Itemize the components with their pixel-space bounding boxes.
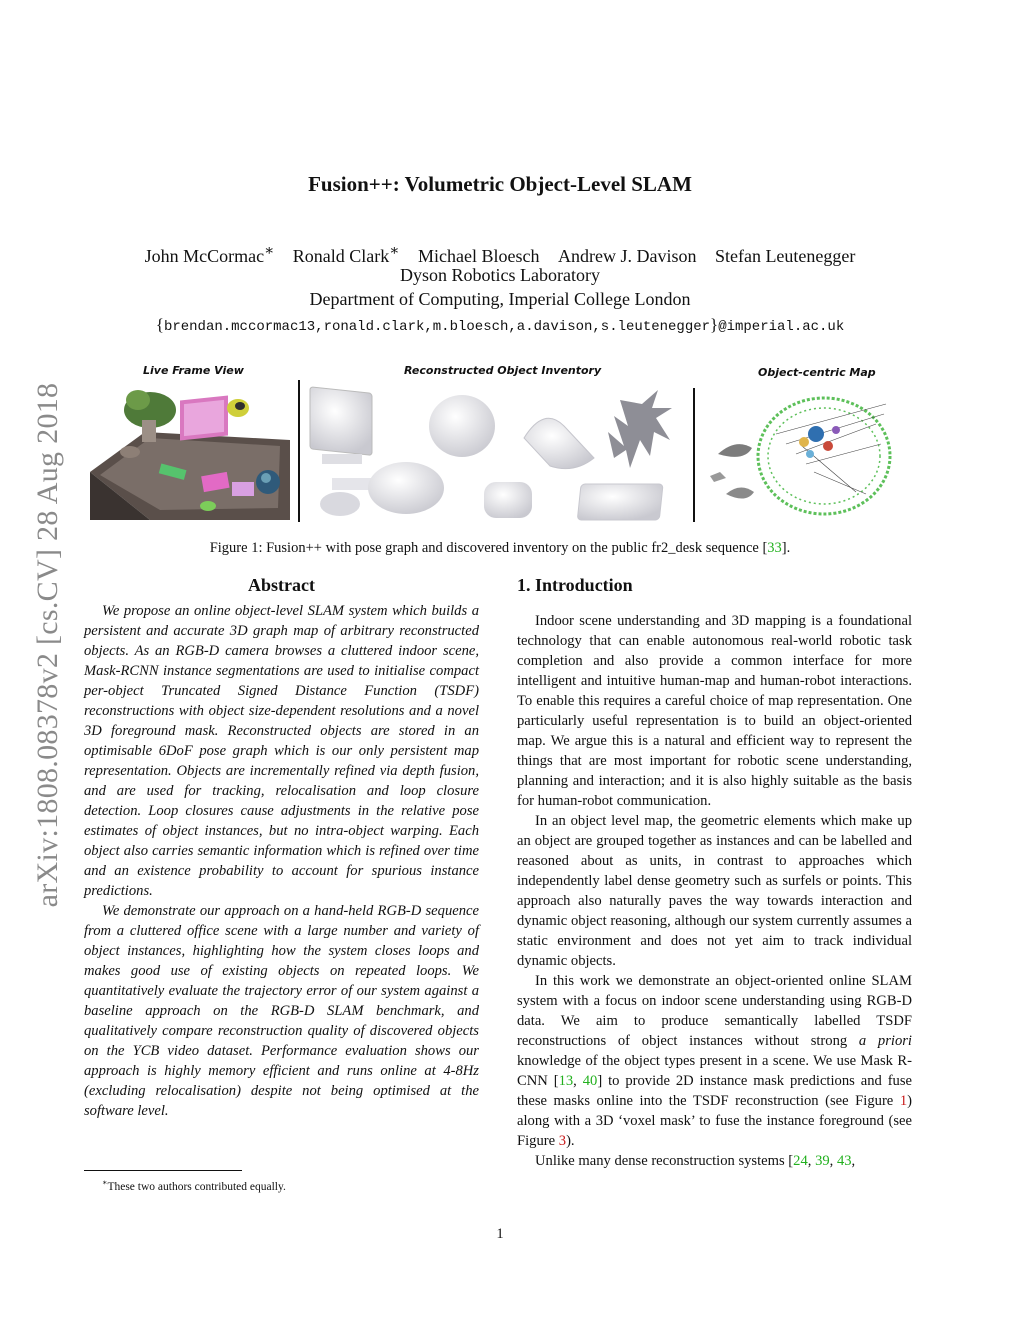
figure-label-live-frame: Live Frame View — [143, 364, 244, 377]
affiliation-lab: Dyson Robotics Laboratory — [400, 265, 600, 285]
citation-link[interactable]: 24 — [793, 1153, 808, 1169]
introduction-heading: 1. Introduction — [517, 575, 633, 595]
figure-link[interactable]: 1 — [899, 1093, 908, 1109]
author-list — [0, 241, 1000, 267]
figure-label-object-map: Object-centric Map — [758, 366, 876, 379]
paper-title: Fusion++: Volumetric Object-Level SLAM — [308, 172, 692, 196]
citation-link[interactable]: 13 — [558, 1073, 574, 1089]
citation-link[interactable]: 43 — [836, 1153, 852, 1169]
author: Ronald Clark∗ — [292, 243, 400, 266]
abstract-paragraph: We demonstrate our approach on a hand-held RGB-D sequence from a cluttered office scene with a large number and variety of object instances, highlighting how the system closes loops and makes good use of existing objects on repeated loops. We quantitatively evaluate the trajectory error of our system against a baseline approach on the RGB-D SLAM benchmark, and qualitatively compare reconstruction quality of discovered objects on the YCB video dataset. Performance evaluation shows our approach is highly memory efficient and runs online at 4-8Hz (excluding relocalisation) despite not being optimised at the software level. — [84, 903, 479, 1119]
page-number: 1 — [496, 1226, 504, 1242]
abstract-paragraph: We propose an online object-level SLAM system which builds a persistent and accurate 3D graph map of arbitrary reconstructed objects. As an RGB-D camera browses a cluttered indoor scene, Mask-RCNN instance segmentations are used to initialise compact per-object Truncated Signed Distance Function (TSDF) reconstructions with object size-dependent resolutions and a novel 3D foreground mask. Reconstructed objects are stored in an optimisable 6DoF pose graph which is our only persistent map representation. Objects are incrementally refined via depth fusion, and are used for tracking, relocalisation and loop closure detection. Loop closures cause adjustments in the relative pose estimates of object instances, but no intra-object warping. Each object also carries semantic information which is refined over time and an existence probability to account for spurious instance predictions. — [84, 603, 479, 899]
figure-divider — [298, 380, 300, 522]
author: Stefan Leutenegger — [714, 246, 856, 266]
affiliation-department: Department of Computing, Imperial College London — [309, 289, 691, 309]
citation-link[interactable]: 39 — [815, 1153, 830, 1169]
author: Andrew J. Davison — [557, 246, 697, 266]
intro-paragraph: In this work we demonstrate an object-oriented online SLAM system with a focus on indoor scene understanding using RGB-D data. We aim to produce semantically labelled TSDF reconstructions of object instances without strong a priori knowledge of the object types present in a scene. We use Mask R-CNN [13, 40] to provide 2D instance mask predictions and fuse these masks online into the TSDF reconstruction (see Figure 1) along with a 3D ‘voxel mask’ to fuse the instance foreground (see Figure 3). — [517, 973, 913, 1149]
figure-label-object-inventory: Reconstructed Object Inventory — [404, 364, 602, 377]
author: Michael Bloesch — [418, 246, 540, 266]
intro-paragraph: In an object level map, the geometric elements which make up an object are grouped together as instances and can be labelled and reasoned about as units, in contrast to approaches which independently label dense geometry such as surfels or points. This approach also naturally paves the way towards interaction and dynamic object reasoning, although our system currently assumes a static environment and does not yet aim to track individual dynamic objects. — [517, 813, 912, 969]
figure-1-caption: Figure 1: Fusion++ with pose graph and discovered inventory on the public fr2_desk sequence [33]. — [209, 540, 791, 556]
figure-1 — [90, 358, 920, 523]
footnote-rule — [84, 1170, 242, 1171]
author-emails: {brendan.mccormac13,ronald.clark,m.bloesch,a.davison,s.leutenegger}@imperial.ac.uk — [155, 315, 845, 335]
live-frame-view-image — [90, 380, 292, 522]
citation-link[interactable]: 33 — [767, 540, 782, 556]
figure-link[interactable]: 3 — [558, 1133, 567, 1149]
intro-paragraph: Indoor scene understanding and 3D mapping is a foundational technology that can enable autonomous real-world robotic task completion and also provide a common interface for more intelligent and intuitive human-map and human-robot interactions. To enable this requires a careful choice of map representation. One particularly useful representation is to build an object-oriented map. We argue this is a natural and efficient way to represent the things that are most important for robotic scene understanding, planning and interaction; and it is also highly suitable as the basis for human-robot communication. — [517, 613, 912, 809]
abstract-body — [84, 601, 479, 1121]
object-centric-map-image — [706, 384, 906, 522]
footnote: ∗These two authors contributed equally. — [102, 1178, 286, 1193]
object-inventory-image — [302, 380, 688, 522]
citation-link[interactable]: 40 — [582, 1073, 598, 1089]
figure-divider — [693, 388, 695, 522]
abstract-heading: Abstract — [248, 575, 315, 595]
intro-paragraph: Unlike many dense reconstruction systems [24, 39, 43, — [535, 1153, 856, 1169]
introduction-body — [517, 611, 912, 1171]
author: John McCormac∗ — [144, 243, 275, 266]
arxiv-identifier: arXiv:1808.08378v2 [cs.CV] 28 Aug 2018 — [31, 382, 64, 908]
